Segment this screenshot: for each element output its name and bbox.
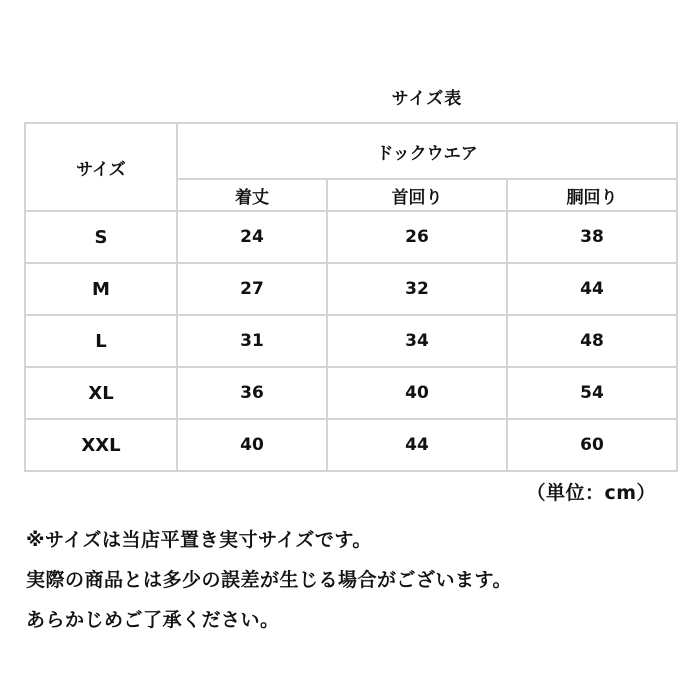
length-value: 24 [177, 211, 327, 263]
length-value: 27 [177, 263, 327, 315]
chest-value: 44 [507, 263, 677, 315]
table-row [25, 263, 677, 315]
notes [26, 520, 686, 640]
table-header-row [25, 123, 677, 179]
chest-value: 48 [507, 315, 677, 367]
page-title: サイズ表 [391, 89, 463, 109]
neck-value: 40 [327, 367, 507, 419]
note-line: ※サイズは当店平置き実寸サイズです。 [26, 529, 372, 551]
size-table [24, 122, 678, 472]
neck-value: 44 [327, 419, 507, 471]
neck-value: 26 [327, 211, 507, 263]
note-line: あらかじめご了承ください。 [26, 609, 280, 631]
group-header: ドックウエア [177, 123, 677, 179]
length-value: 36 [177, 367, 327, 419]
table-row [25, 419, 677, 471]
size-label: S [25, 211, 177, 263]
size-label: L [25, 315, 177, 367]
neck-value: 34 [327, 315, 507, 367]
neck-value: 32 [327, 263, 507, 315]
chest-value: 54 [507, 367, 677, 419]
length-value: 31 [177, 315, 327, 367]
column-header-neck: 首回り [327, 179, 507, 211]
table-row [25, 315, 677, 367]
table-row [25, 367, 677, 419]
chest-value: 38 [507, 211, 677, 263]
table-row [25, 211, 677, 263]
size-label: M [25, 263, 177, 315]
chest-value: 60 [507, 419, 677, 471]
note-line: 実際の商品とは多少の誤差が生じる場合がございます。 [26, 569, 512, 591]
column-header-length: 着丈 [177, 179, 327, 211]
length-value: 40 [177, 419, 327, 471]
size-label: XL [25, 367, 177, 419]
column-header-chest: 胴回り [507, 179, 677, 211]
size-column-header: サイズ [25, 123, 177, 211]
unit-note: （単位：cm） [526, 482, 656, 504]
size-label: XXL [25, 419, 177, 471]
